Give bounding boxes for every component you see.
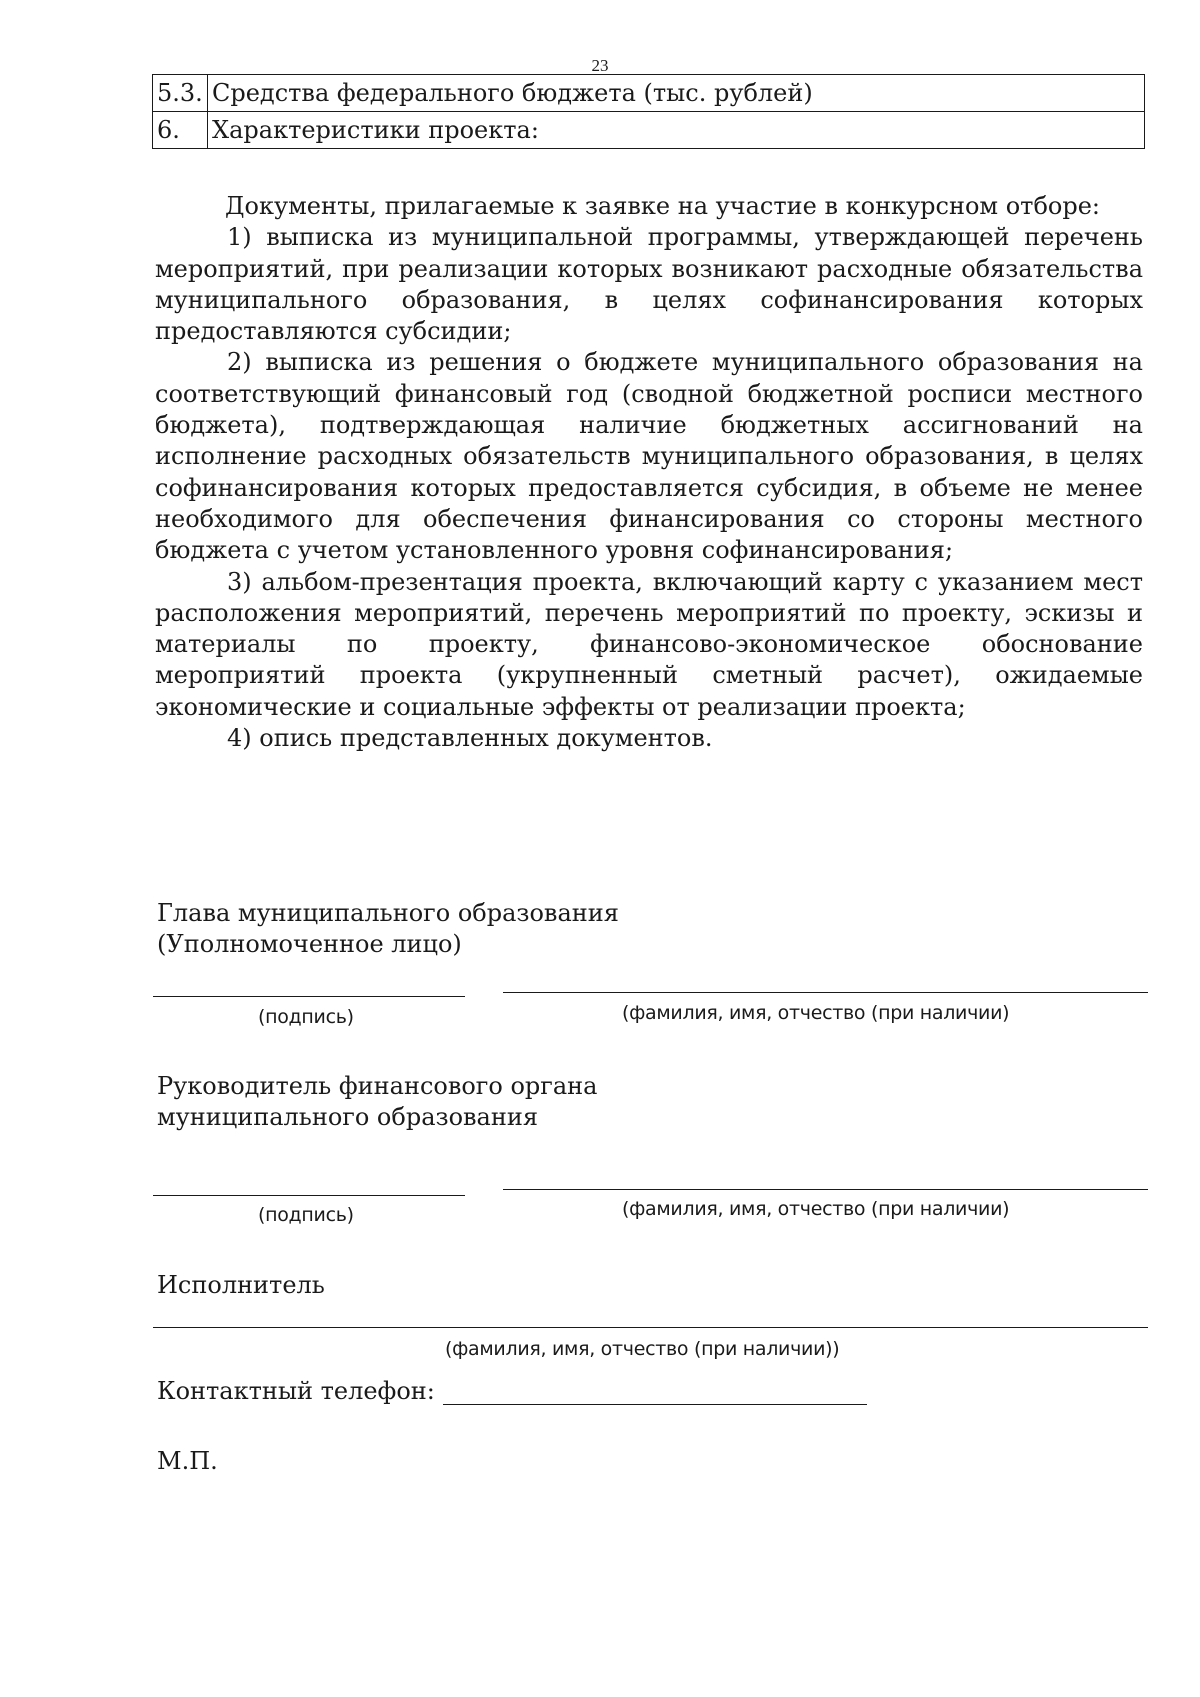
executor-label: Исполнитель xyxy=(157,1271,325,1299)
finance-title-line2: муниципального образования xyxy=(157,1103,538,1131)
finance-name-line xyxy=(503,1189,1148,1190)
finance-signature-caption: (подпись) xyxy=(258,1204,354,1226)
contact-phone-line xyxy=(443,1380,867,1405)
contact-phone-row xyxy=(157,1377,867,1405)
finance-title xyxy=(157,1071,597,1133)
row-text: Средства федерального бюджета (тыс. рублей) xyxy=(208,75,1145,112)
finance-name-caption: (фамилия, имя, отчество (при наличии) xyxy=(622,1198,1010,1220)
executor-name-caption: (фамилия, имя, отчество (при наличии)) xyxy=(445,1338,840,1360)
table-row xyxy=(153,112,1145,149)
contact-phone-label: Контактный телефон: xyxy=(157,1377,435,1405)
head-title xyxy=(157,898,619,960)
finance-signature-line xyxy=(153,1195,465,1196)
document-item: 1) выписка из муниципальной программы, утверждающей перечень мероприятий, при реализации которых возникают расходные обязательства муниципального образования, в целях софинансирования которых предоставляются субсидии; xyxy=(155,223,1143,346)
project-info-table xyxy=(152,74,1145,149)
row-number: 5.3. xyxy=(153,75,208,112)
table-row xyxy=(153,75,1145,112)
documents-intro: Документы, прилагаемые к заявке на участие в конкурсном отборе: xyxy=(225,192,1101,220)
head-title-line2: (Уполномоченное лицо) xyxy=(157,930,462,958)
head-signature-line xyxy=(153,996,465,997)
document-item: 3) альбом-презентация проекта, включающий карту с указанием мест расположения мероприятий, перечень мероприятий по проекту, эскизы и материалы по проекту, финансово-экономическое обоснование мероприятий проекта (укрупненный сметный расчет), ожидаемые экономические и социальные эффекты от реализации проекта; xyxy=(155,567,1143,721)
stamp-place: М.П. xyxy=(157,1447,218,1475)
executor-name-line xyxy=(153,1327,1148,1328)
attached-documents-section xyxy=(155,191,1143,754)
row-text: Характеристики проекта: xyxy=(208,112,1145,149)
document-item: 4) опись представленных документов. xyxy=(227,724,713,753)
row-number: 6. xyxy=(153,112,208,149)
page-number: 23 xyxy=(591,56,609,75)
document-item: 2) выписка из решения о бюджете муниципального образования на соответствующий финансовый год (сводной бюджетной росписи местного бюджета), подтверждающая наличие бюджетных ассигнований на исполнение расходных обязательств муниципального образования, в целях софинансирования которых предоставляется субсидия, в объеме не менее необходимого для обеспечения финансирования со стороны местного бюджета с учетом установленного уровня софинансирования; xyxy=(155,348,1143,565)
head-signature-caption: (подпись) xyxy=(258,1006,354,1028)
head-name-line xyxy=(503,992,1148,993)
head-name-caption: (фамилия, имя, отчество (при наличии) xyxy=(622,1002,1010,1024)
finance-title-line1: Руководитель финансового органа xyxy=(157,1072,598,1100)
head-title-line1: Глава муниципального образования xyxy=(157,899,619,927)
